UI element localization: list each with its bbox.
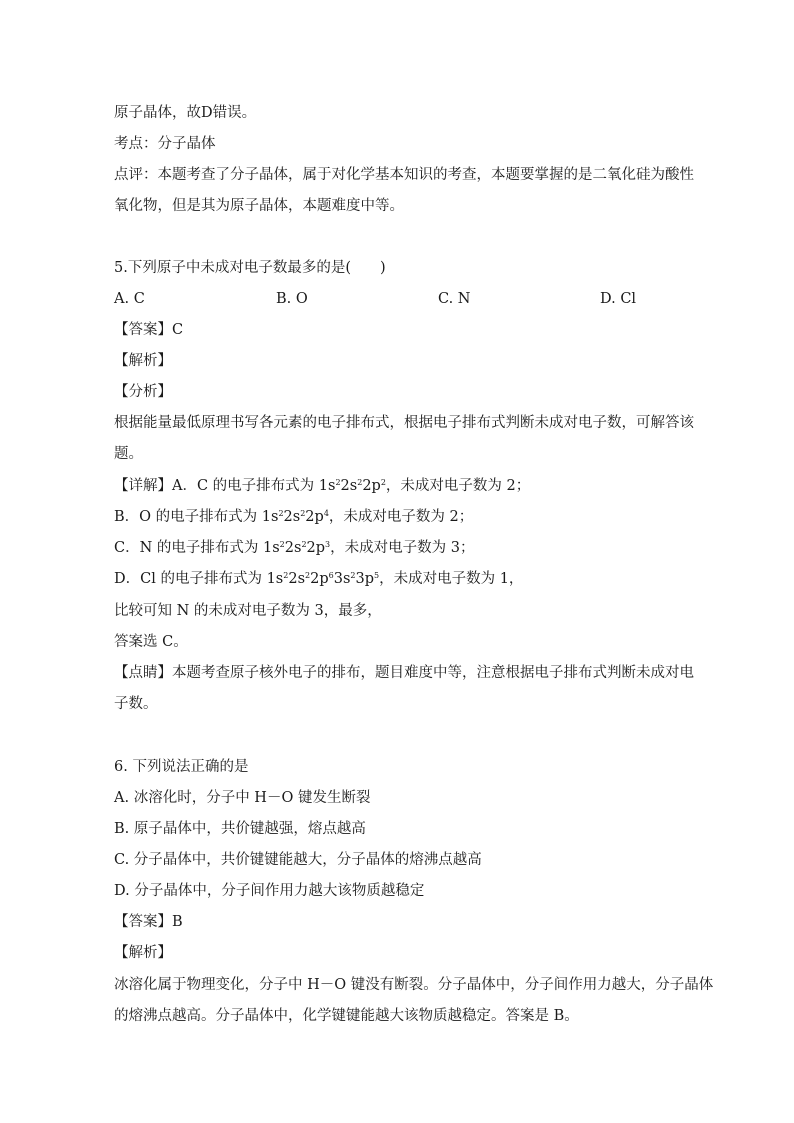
q5-detail-d: D．Cl 的电子排布式为 $1s^22s^22p^63s^23p^5$，未成对电子数为 1， (114, 571, 524, 587)
q5-compare: 比较可知 N 的未成对电子数为 3，最多， (114, 603, 382, 619)
q5-detail-tag: 【详解】 (114, 478, 172, 494)
q6-answer-tag: 【答案】 (114, 914, 172, 930)
q4-kaodian: 考点：分子晶体 (114, 136, 216, 152)
q5-fenxi-tag: 【分析】 (114, 384, 172, 400)
q5-detail-b-result: ，未成对电子数为 2； (328, 509, 474, 525)
q5-detail-d-result: ，未成对电子数为 1， (379, 571, 524, 587)
q5-note-line2: 子数。 (114, 696, 158, 712)
q5-detail-a-result: ，未成对电子数为 2； (385, 478, 531, 494)
q5-detail-b-text: B．O 的电子排布式为 1s (114, 509, 279, 525)
q6-answer: B (172, 914, 183, 930)
q6-jiexi-tag: 【解析】 (114, 945, 172, 961)
q5-option-b: B. O (276, 291, 308, 307)
q5-detail-d-text: D．Cl 的电子排布式为 1s (114, 571, 284, 587)
q5-analysis-line1: 根据能量最低原理书写各元素的电子排布式，根据电子排布式判断未成对电子数，可解答该 (114, 415, 694, 431)
q5-detail-c: C．N 的电子排布式为 $1s^22s^22p^3$，未成对电子数为 3； (114, 540, 475, 556)
q5-options (114, 289, 714, 309)
q6-option-d: D. 分子晶体中，分子间作用力越大该物质越稳定 (114, 883, 425, 899)
q4-comment-line2: 氧化物，但是其为原子晶体，本题难度中等。 (114, 198, 404, 214)
q6-option-b: B. 原子晶体中，共价键越强，熔点越高 (114, 821, 366, 837)
q6-stem: 6. 下列说法正确的是 (114, 759, 249, 775)
q5-answer-line (114, 320, 183, 340)
q5-option-d: D. Cl (600, 291, 637, 307)
q4-conclusion: 原子晶体，故D错误。 (114, 105, 257, 121)
q5-detail-a: 【详解】A．C 的电子排布式为 $1s^22s^22p^2$，未成对电子数为 2； (114, 478, 531, 494)
q5-note-text: 本题考查原子核外电子的排布，题目难度中等，注意根据电子排布式判断未成对电 (172, 665, 694, 681)
q5-note-tag: 【点睛】 (114, 665, 172, 681)
q5-option-a: A. C (114, 291, 145, 307)
q5-answer: C (172, 322, 184, 338)
q5-detail-b: B．O 的电子排布式为 $1s^22s^22p^4$，未成对电子数为 2； (114, 509, 474, 525)
q5-answer-tag: 【答案】 (114, 322, 172, 338)
q6-answer-line (114, 912, 183, 932)
q6-option-a: A. 冰溶化时，分子中 H－O 键发生断裂 (114, 790, 371, 806)
q5-option-c: C. N (438, 291, 471, 307)
q6-explanation-line2: 的熔沸点越高。分子晶体中，化学键键能越大该物质越稳定。答案是 B。 (114, 1008, 579, 1024)
q5-detail-c-result: ，未成对电子数为 3； (330, 540, 475, 556)
q5-analysis-line2: 题。 (114, 446, 143, 462)
q5-select: 答案选 C。 (114, 634, 188, 650)
q5-detail-a-text: A．C 的电子排布式为 1s (172, 478, 336, 494)
q5-stem: 5.下列原子中未成对电子数最多的是( ) (114, 260, 386, 276)
q4-comment-line1: 点评：本题考查了分子晶体，属于对化学基本知识的考查，本题要掌握的是二氧化硅为酸性 (114, 167, 694, 183)
q5-jiexi-tag: 【解析】 (114, 353, 172, 369)
q5-note-line1 (114, 663, 694, 683)
q5-detail-c-text: C．N 的电子排布式为 1s (114, 540, 280, 556)
q6-explanation-line1: 冰溶化属于物理变化，分子中 H－O 键没有断裂。分子晶体中，分子间作用力越大，分子晶体 (114, 977, 714, 993)
q6-option-c: C. 分子晶体中，共价键键能越大，分子晶体的熔沸点越高 (114, 852, 482, 868)
